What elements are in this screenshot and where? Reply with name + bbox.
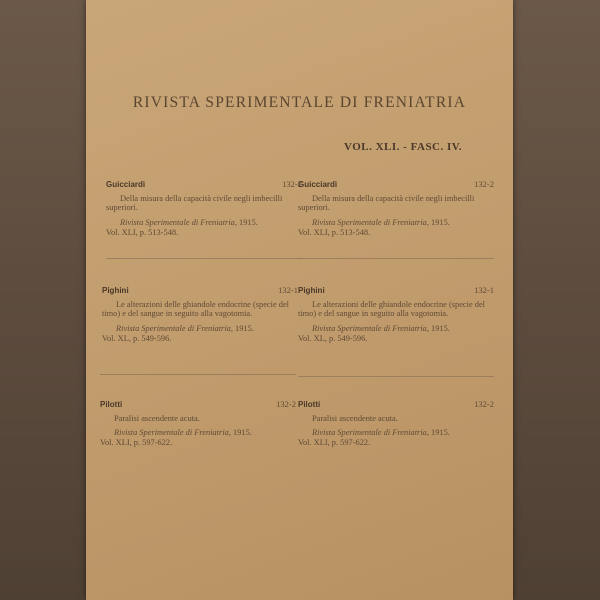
card-author: Pighini: [102, 286, 129, 295]
card-year: 1915.: [233, 428, 252, 438]
card-title: Della misura della capacità civile negli imbecilli superiori.: [298, 193, 475, 213]
card-year: 1915.: [431, 324, 450, 334]
reference-card: [106, 180, 302, 237]
issue-number: VOL. XLI. - FASC. IV.: [344, 141, 463, 153]
card-code: 132-1: [474, 285, 494, 295]
card-citation: [102, 324, 298, 334]
reference-card: [100, 400, 296, 448]
reference-card: [298, 400, 494, 448]
card-code: 132-2: [474, 179, 494, 189]
card-author: Pighini: [298, 286, 325, 295]
card-code: 132-2: [276, 399, 296, 409]
card-volume: Vol. XL, p. 549-596.: [298, 333, 368, 343]
card-volume: Vol. XL, p. 549-596.: [102, 333, 172, 343]
card-journal: Rivista Sperimentale di Freniatria,: [116, 324, 233, 334]
card-citation: [106, 218, 302, 228]
card-divider: [298, 376, 494, 377]
card-citation: [298, 218, 494, 228]
card-volume: Vol. XLI, p. 513-548.: [106, 227, 179, 237]
card-citation: [298, 324, 494, 334]
card-divider: [298, 258, 494, 259]
card-title: Paralisi ascendente acuta.: [312, 413, 398, 423]
card-year: 1915.: [239, 218, 258, 228]
card-journal: Rivista Sperimentale di Freniatria,: [312, 218, 429, 228]
card-volume: Vol. XLI, p. 597-622.: [298, 438, 371, 448]
card-author: Guicciardi: [298, 180, 338, 189]
card-divider: [106, 258, 302, 259]
reference-card: [298, 180, 494, 237]
card-code: 132-2: [282, 179, 302, 189]
card-code: 132-2: [474, 399, 494, 409]
card-title: Della misura della capacità civile negli imbecilli superiori.: [106, 193, 283, 213]
card-title: Le alterazioni delle ghiandole endocrine (specie del timo) e del sangue in seguito alla vagotomia.: [298, 299, 486, 319]
card-author: Pilotti: [298, 400, 321, 409]
card-title: Paralisi ascendente acuta.: [114, 413, 200, 423]
card-volume: Vol. XLI, p. 597-622.: [100, 438, 173, 448]
card-year: 1915.: [431, 428, 450, 438]
card-author: Guicciardi: [106, 180, 146, 189]
card-code: 132-1: [278, 285, 298, 295]
card-year: 1915.: [431, 218, 450, 228]
card-year: 1915.: [235, 324, 254, 334]
card-title: Le alterazioni delle ghiandole endocrine (specie del timo) e del sangue in seguito alla vagotomia.: [102, 299, 290, 319]
card-citation: [100, 428, 296, 438]
card-journal: Rivista Sperimentale di Freniatria,: [312, 428, 429, 438]
card-citation: [298, 428, 494, 438]
reference-card: [298, 286, 494, 343]
card-author: Pilotti: [100, 400, 123, 409]
card-volume: Vol. XLI, p. 513-548.: [298, 227, 371, 237]
card-journal: Rivista Sperimentale di Freniatria,: [114, 428, 231, 438]
card-journal: Rivista Sperimentale di Freniatria,: [120, 218, 237, 228]
reference-card: [102, 286, 298, 343]
document-page: [86, 0, 513, 600]
card-divider: [100, 374, 296, 375]
journal-title: RIVISTA SPERIMENTALE DI FRENIATRIA: [132, 94, 467, 111]
card-journal: Rivista Sperimentale di Freniatria,: [312, 324, 429, 334]
